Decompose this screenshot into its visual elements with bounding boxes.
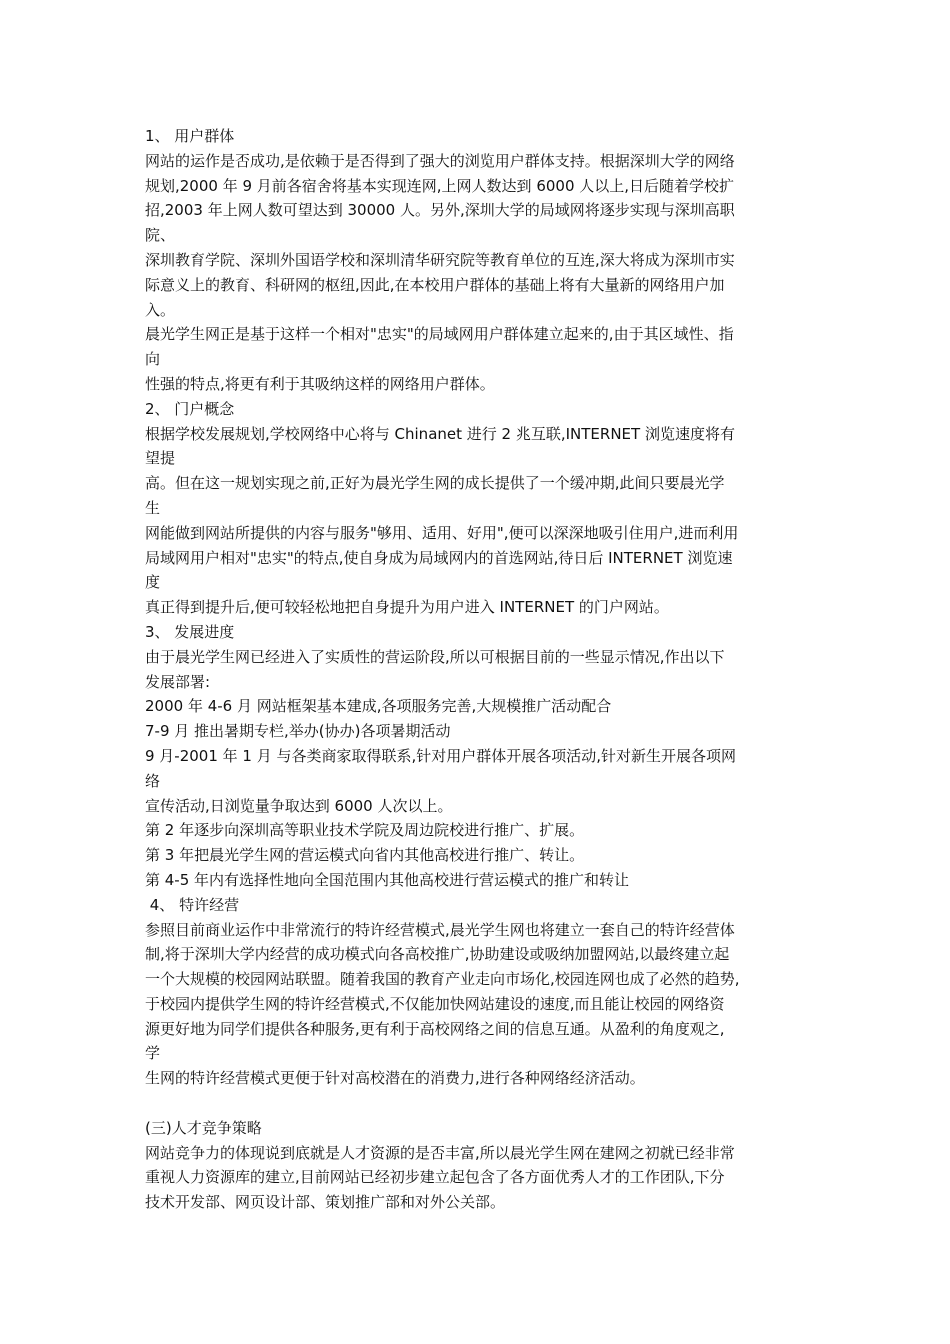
- text-line: 重视人力资源库的建立,目前网站已经初步建立起包含了各方面优秀人才的工作团队,下分: [145, 1168, 725, 1187]
- text-line: 深圳教育学院、深圳外国语学校和深圳清华研究院等教育单位的互连,深大将成为深圳市实: [145, 250, 735, 269]
- text-line: 9 月-2001 年 1 月 与各类商家取得联系,针对用户群体开展各项活动,针对新生开展各项网: [145, 746, 737, 765]
- text-line: 度: [145, 573, 161, 592]
- text-line: 一个大规模的校园网站联盟。随着我国的教育产业走向市场化,校园连网也成了必然的趋势,: [145, 970, 740, 989]
- text-line: 生: [145, 498, 161, 517]
- text-line: 网站竞争力的体现说到底就是人才资源的是否丰富,所以晨光学生网在建网之初就已经非常: [145, 1143, 735, 1162]
- text-line: 技术开发部、网页设计部、策划推广部和对外公关部。: [145, 1193, 506, 1212]
- text-line: 发展部署:: [145, 672, 211, 691]
- text-line: 局域网用户相对"忠实"的特点,使自身成为局域网内的首选网站,待日后 INTERNET 浏览速: [145, 548, 733, 567]
- text-line: 源更好地为同学们提供各种服务,更有利于高校网络之间的信息互通。从盈利的角度观之,: [145, 1019, 725, 1038]
- section-heading: 2、 门户概念: [145, 399, 235, 418]
- text-line: 第 2 年逐步向深圳高等职业技术学院及周边院校进行推广、扩展。: [145, 821, 585, 840]
- text-line: 真正得到提升后,便可较轻松地把自身提升为用户进入 INTERNET 的门户网站。: [145, 598, 669, 617]
- text-line: 第 4-5 年内有选择性地向全国范围内其他高校进行营运模式的推广和转让: [145, 870, 630, 889]
- text-line: 晨光学生网正是基于这样一个相对"忠实"的局域网用户群体建立起来的,由于其区域性、指: [145, 325, 734, 344]
- text-line: 由于晨光学生网已经进入了实质性的营运阶段,所以可根据目前的一些显示情况,作出以下: [145, 647, 725, 666]
- text-line: 宣传活动,日浏览量争取达到 6000 人次以上。: [145, 796, 453, 815]
- text-line: 生网的特许经营模式更便于针对高校潜在的消费力,进行各种网络经济活动。: [145, 1069, 645, 1088]
- text-line: 际意义上的教育、科研网的枢纽,因此,在本校用户群体的基础上将有大量新的网络用户加: [145, 275, 725, 294]
- text-line: 根据学校发展规划,学校网络中心将与 Chinanet 进行 2 兆互联,INTERNET 浏览速度将有: [145, 424, 735, 443]
- text-line: 向: [145, 350, 161, 369]
- text-line: 院、: [145, 226, 176, 245]
- section-heading: 3、 发展进度: [145, 622, 235, 641]
- text-line: 7-9 月 推出暑期专栏,举办(协办)各项暑期活动: [145, 722, 451, 741]
- section-heading: 4、 特许经营: [145, 895, 240, 914]
- text-line: 招,2003 年上网人数可望达到 30000 人。另外,深圳大学的局域网将逐步实现与深圳高职: [145, 201, 735, 220]
- text-line: 2000 年 4-6 月 网站框架基本建成,各项服务完善,大规模推广活动配合: [145, 697, 612, 716]
- text-line: 网能做到网站所提供的内容与服务"够用、适用、好用",便可以深深地吸引住用户,进而利用: [145, 523, 739, 542]
- text-line: 网站的运作是否成功,是依赖于是否得到了强大的浏览用户群体支持。根据深圳大学的网络: [145, 151, 735, 170]
- text-line: 入。: [145, 300, 176, 319]
- text-line: 望提: [145, 449, 176, 468]
- section-heading: 1、 用户群体: [145, 127, 235, 145]
- text-line: 第 3 年把晨光学生网的营运模式向省内其他高校进行推广、转让。: [145, 846, 585, 865]
- text-line: 性强的特点,将更有利于其吸纳这样的网络用户群体。: [145, 374, 495, 393]
- blank-line: [145, 1091, 815, 1116]
- text-line: 络: [145, 771, 161, 790]
- text-line: 制,将于深圳大学内经营的成功模式向各高校推广,协助建设或吸纳加盟网站,以最终建立起: [145, 945, 730, 964]
- text-line: 规划,2000 年 9 月前各宿舍将基本实现连网,上网人数达到 6000 人以上,日后随着学校扩: [145, 176, 735, 195]
- text-line: 学: [145, 1044, 161, 1063]
- text-line: 参照目前商业运作中非常流行的特许经营模式,晨光学生网也将建立一套自己的特许经营体: [145, 920, 735, 939]
- text-line: 于校园内提供学生网的特许经营模式,不仅能加快网站建设的速度,而且能让校园的网络资: [145, 994, 725, 1013]
- text-line: 高。但在这一规划实现之前,正好为晨光学生网的成长提供了一个缓冲期,此间只要晨光学: [145, 474, 725, 493]
- section-heading: (三)人才竞争策略: [145, 1118, 262, 1137]
- document-page: [145, 124, 815, 1215]
